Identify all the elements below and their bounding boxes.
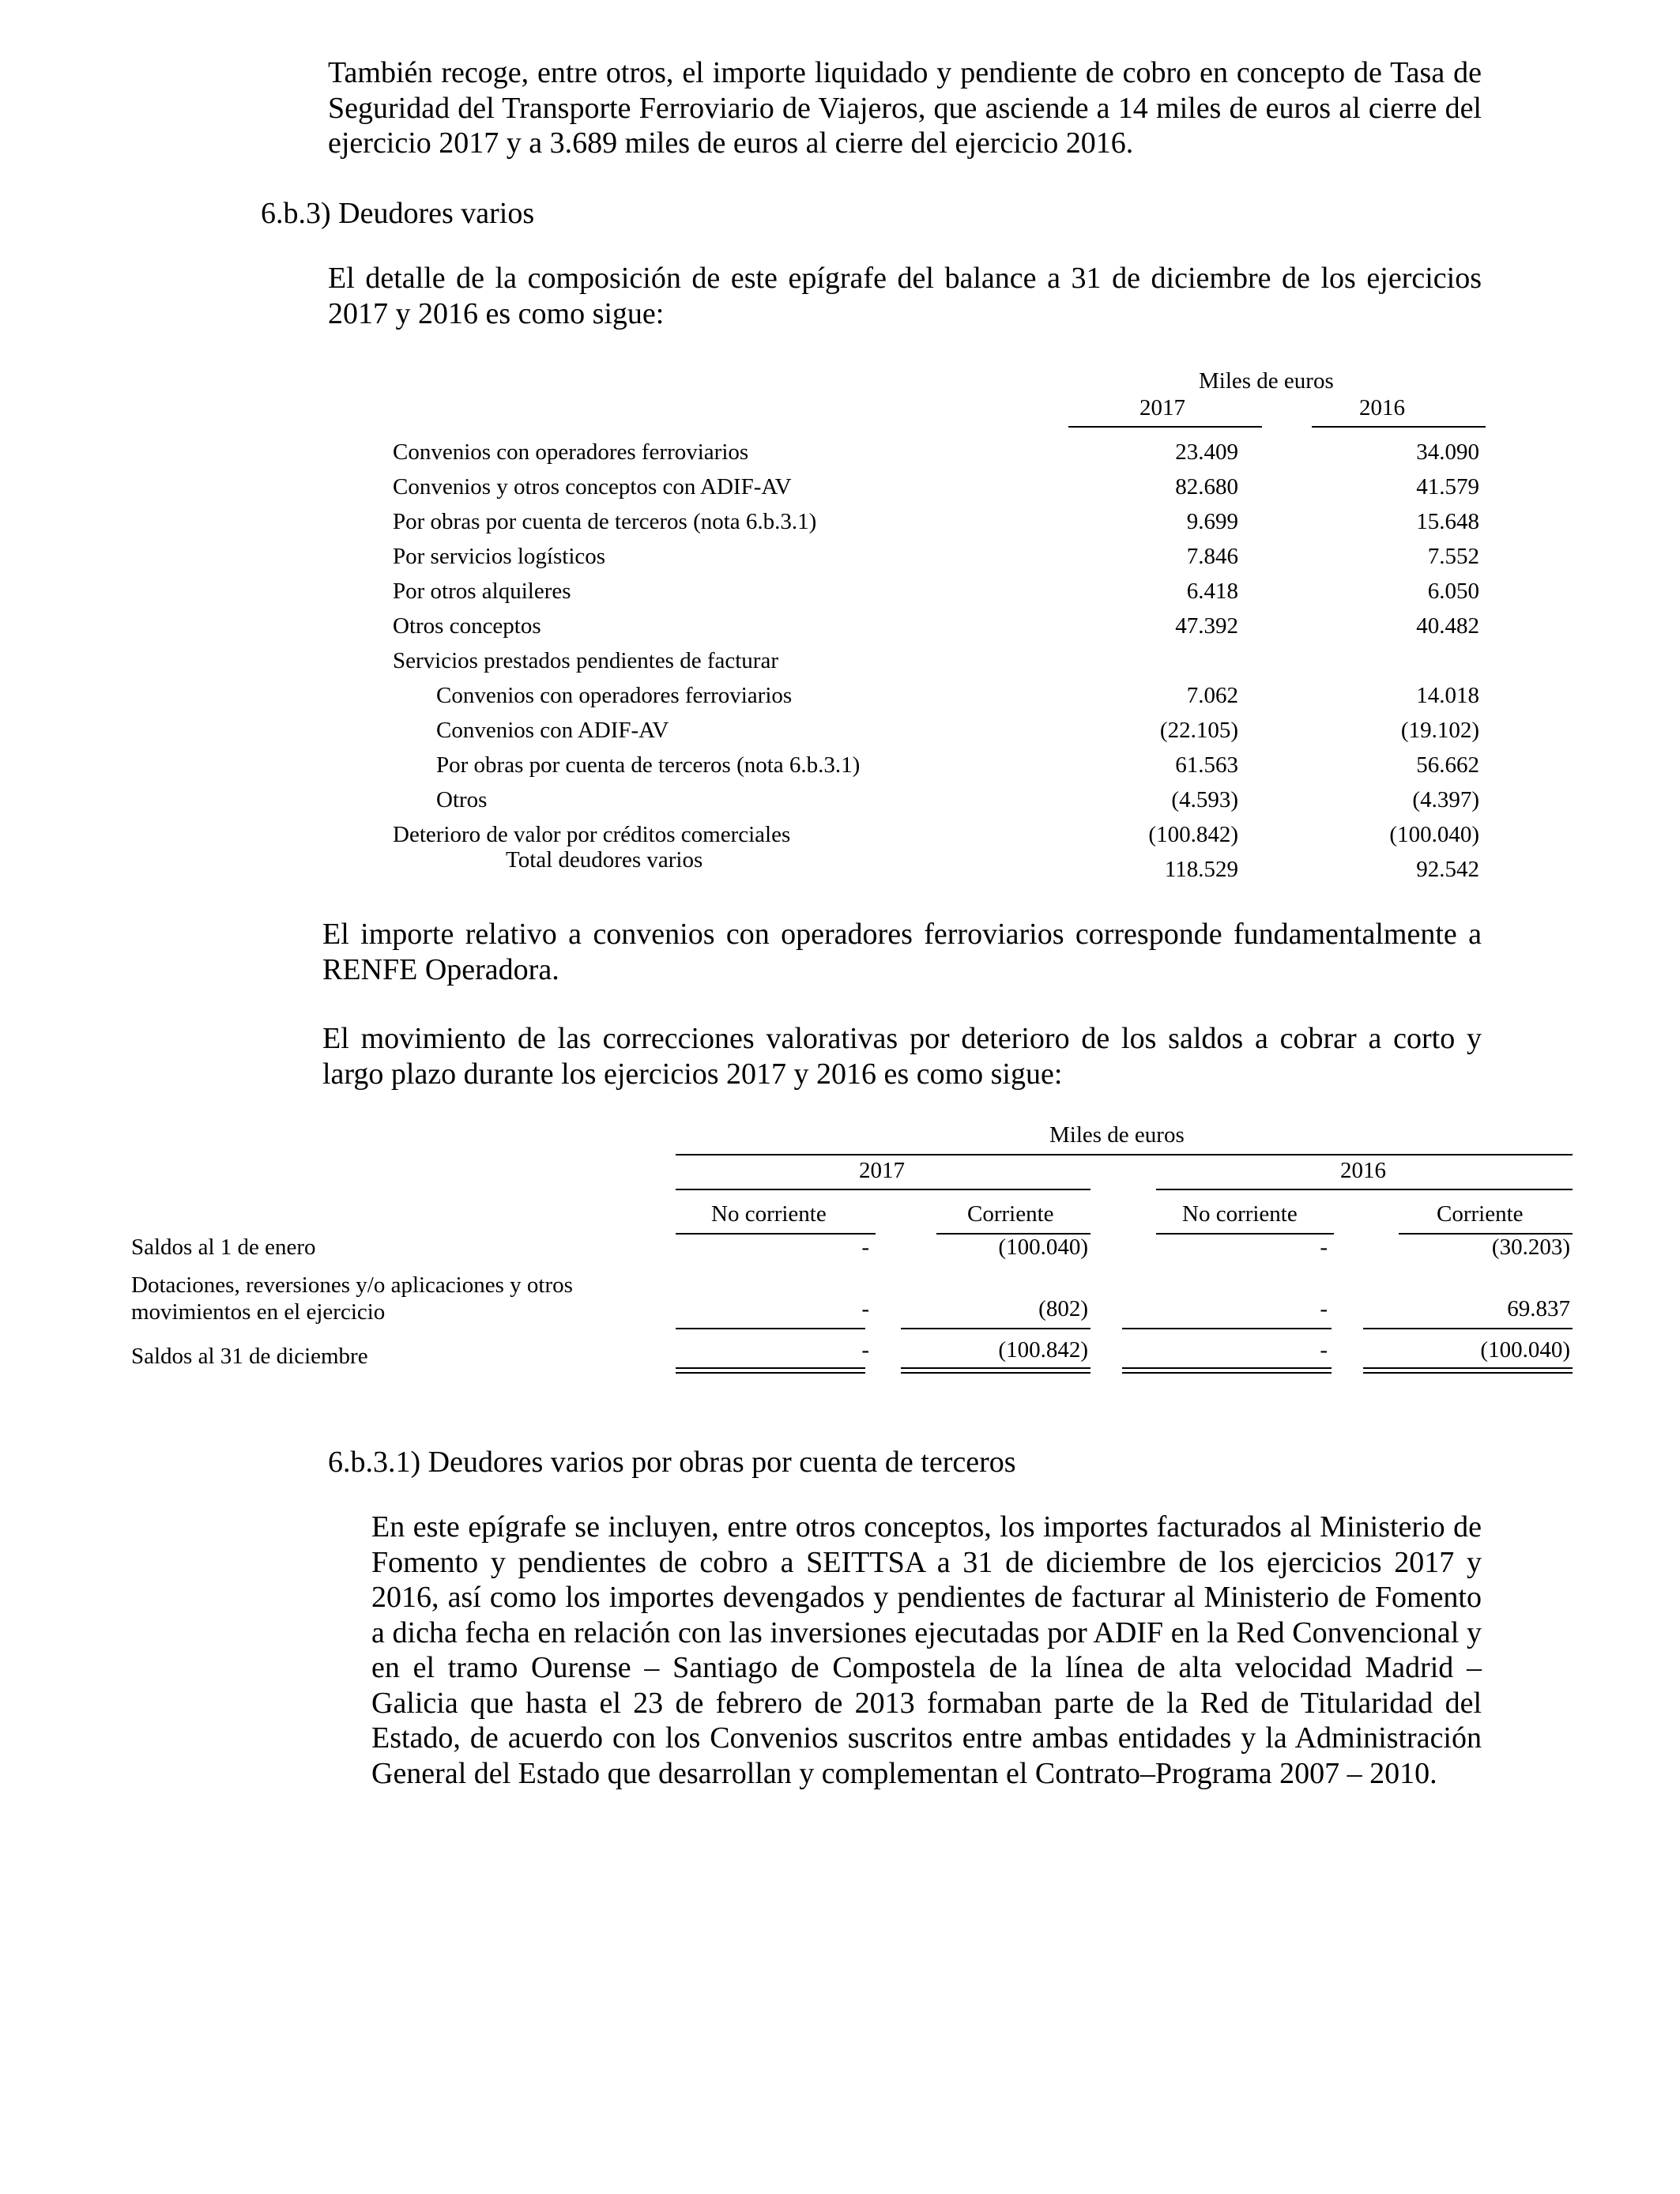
table2-cell: - <box>1320 1235 1328 1260</box>
table2-total-rule <box>901 1367 1090 1369</box>
table2-total-rule <box>676 1372 865 1374</box>
table-row: Servicios prestados pendientes de facturar <box>393 648 778 673</box>
table2-total-rule <box>676 1367 865 1369</box>
section-heading: 6.b.3) Deudores varios <box>261 197 535 230</box>
table2-col-c-2017: Corriente <box>967 1201 1054 1227</box>
section-intro: El detalle de la composición de este epígrafe del balance a 31 de diciembre de los ejercicios 2017 y 2016 es como sigue: <box>328 262 1482 330</box>
subsection-heading: 6.b.3.1) Deudores varios por obras por cuenta de terceros <box>328 1446 1016 1479</box>
table1-col-2016-rule <box>1312 426 1486 428</box>
table2-year-2017-rule <box>676 1189 1090 1190</box>
table2-year-2016: 2016 <box>1340 1158 1386 1183</box>
table2-total-rule <box>901 1372 1090 1374</box>
table-row: Otros conceptos 47.392 40.482 <box>393 613 1479 639</box>
table2-total-rule <box>1363 1367 1573 1369</box>
table2-cell: (100.040) <box>1480 1337 1570 1363</box>
table2-subtotal-rule <box>901 1328 1090 1329</box>
table1-col-2016: 2016 <box>1359 395 1405 420</box>
table-row: Otros (4.593) (4.397) <box>436 787 1479 812</box>
table2-cell: - <box>1320 1296 1328 1321</box>
table2-cell: - <box>861 1337 869 1363</box>
table2-row-label-cont: movimientos en el ejercicio <box>131 1299 386 1325</box>
table2-year-2016-rule <box>1156 1189 1573 1190</box>
table2-subtotal-rule <box>676 1328 865 1329</box>
table-row: Deterioro de valor por créditos comerciales (100.842) (100.040) <box>393 822 1479 847</box>
table1-col-2017-rule <box>1068 426 1262 428</box>
table2-cell: (100.842) <box>998 1337 1088 1363</box>
table-row: Convenios y otros conceptos con ADIF-AV 82.680 41.579 <box>393 474 1479 499</box>
table2-cell: 69.837 <box>1507 1296 1570 1321</box>
table2-cell: (802) <box>1038 1296 1088 1321</box>
table1-col-2017: 2017 <box>1139 395 1185 420</box>
table1-total-values: 118.529 92.542 <box>1164 857 1479 882</box>
table2-cell: (100.040) <box>998 1235 1088 1260</box>
table-row: Por servicios logísticos 7.846 7.552 <box>393 544 1479 569</box>
table2-col-nc-2017: No corriente <box>711 1201 827 1227</box>
table-row: Por obras por cuenta de terceros (nota 6.b.3.1) 9.699 15.648 <box>393 509 1479 534</box>
impairment-movement-table <box>0 1122 1680 1391</box>
table2-col-c-2016: Corriente <box>1437 1201 1524 1227</box>
table2-year-2017: 2017 <box>859 1158 905 1183</box>
table2-row-label: Saldos al 1 de enero <box>131 1235 316 1260</box>
table2-row-label: Saldos al 31 de diciembre <box>131 1344 368 1369</box>
table2-cell: - <box>861 1235 869 1260</box>
table2-col-nc-2016: No corriente <box>1182 1201 1298 1227</box>
table2-total-rule <box>1122 1372 1332 1374</box>
table2-cell: - <box>1320 1337 1328 1363</box>
subsection-paragraph: En este epígrafe se incluyen, entre otros conceptos, los importes facturados al Ministerio de Fomento y pendientes de cobro a SEITTSA a 31 de diciembre de los ejercicios 2017 y 2016, así como los importes devengados y pendientes de facturar al Ministerio de Fomento a dicha fecha en relación con las inversiones ejecutadas por ADIF en la Red Convencional y en el tramo Ourense – Santiago de Compostela de la línea de alta velocidad Madrid – Galicia que hasta el 23 de febrero de 2013 formaban parte de la Red de Titularidad del Estado, de acuerdo con los Convenios suscritos entre ambas entidades y la Administración General del Estado que desarrollan y complementan el Contrato–Programa 2007 – 2010. <box>371 1510 1482 1790</box>
paragraph-movement: El movimiento de las correcciones valorativas por deterioro de los saldos a cobrar a corto y largo plazo durante los ejercicios 2017 y 2016 es como sigue: <box>322 1022 1482 1091</box>
table1-unit-header: Miles de euros <box>1199 368 1334 394</box>
table2-unit-rule <box>676 1154 1573 1155</box>
intro-paragraph: También recoge, entre otros, el importe liquidado y pendiente de cobro en concepto de Tasa de Seguridad del Transporte Ferroviario de Viajeros, que asciende a 14 miles de euros al cierre del ejercicio 2017 y a 3.689 miles de euros al cierre del ejercicio 2016. <box>328 56 1482 160</box>
table-row: Convenios con operadores ferroviarios 7.062 14.018 <box>436 683 1479 708</box>
table-row: Convenios con operadores ferroviarios 23.409 34.090 <box>393 439 1479 465</box>
table2-cell: - <box>861 1296 869 1321</box>
table-row: Por obras por cuenta de terceros (nota 6.b.3.1) 61.563 56.662 <box>436 752 1479 778</box>
paragraph-renfe: El importe relativo a convenios con operadores ferroviarios corresponde fundamentalmente a RENFE Operadora. <box>322 918 1482 986</box>
table2-cell: (30.203) <box>1491 1235 1570 1260</box>
table2-row-label: Dotaciones, reversiones y/o aplicaciones y otros <box>131 1272 573 1298</box>
table2-subtotal-rule <box>1122 1328 1332 1329</box>
table2-subtotal-rule <box>1363 1328 1573 1329</box>
table2-unit-header: Miles de euros <box>1049 1122 1185 1148</box>
table1-total-row: Total deudores varios <box>506 847 703 873</box>
table2-total-rule <box>1363 1372 1573 1374</box>
table2-total-rule <box>1122 1367 1332 1369</box>
deudores-varios-table <box>393 368 1499 890</box>
table-row: Por otros alquileres 6.418 6.050 <box>393 579 1479 604</box>
table-row: Convenios con ADIF-AV (22.105) (19.102) <box>436 718 1479 743</box>
